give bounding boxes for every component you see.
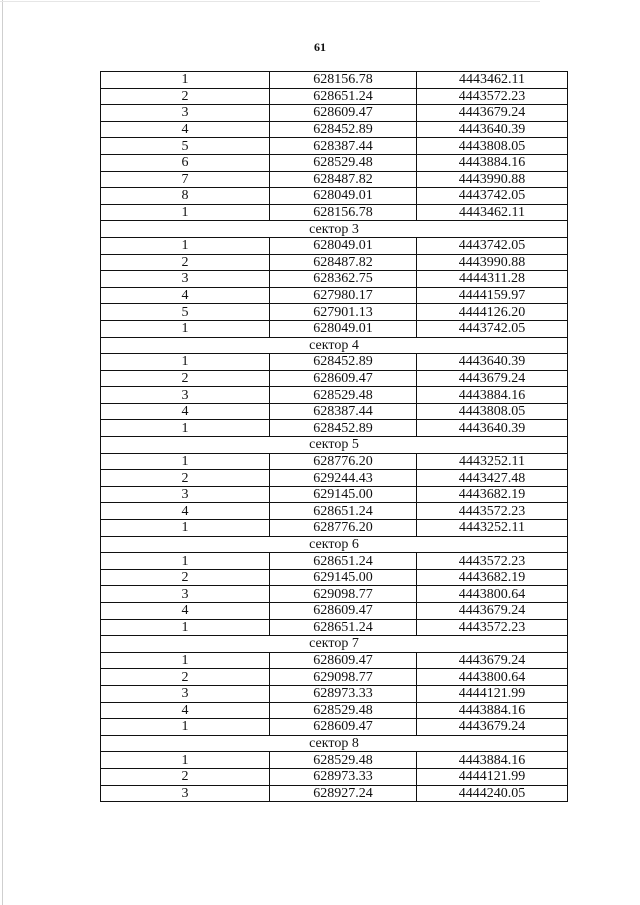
table-row xyxy=(101,88,568,105)
y-coordinate-cell: 4443800.64 xyxy=(417,669,568,686)
point-number-cell: 1 xyxy=(101,520,270,537)
y-coordinate-cell: 4443884.16 xyxy=(417,752,568,769)
y-coordinate-cell: 4443679.24 xyxy=(417,652,568,669)
y-coordinate-cell: 4443990.88 xyxy=(417,254,568,271)
x-coordinate-cell: 628609.47 xyxy=(270,370,417,387)
x-coordinate-cell: 628156.78 xyxy=(270,72,417,89)
y-coordinate-cell: 4443679.24 xyxy=(417,719,568,736)
x-coordinate-cell: 628487.82 xyxy=(270,254,417,271)
table-row xyxy=(101,586,568,603)
y-coordinate-cell: 4443252.11 xyxy=(417,453,568,470)
point-number-cell: 3 xyxy=(101,387,270,404)
y-coordinate-cell: 4443990.88 xyxy=(417,171,568,188)
section-title: сектор 6 xyxy=(101,536,568,553)
y-coordinate-cell: 4444240.05 xyxy=(417,785,568,802)
table-row xyxy=(101,470,568,487)
section-title: сектор 8 xyxy=(101,735,568,752)
table-row xyxy=(101,553,568,570)
x-coordinate-cell: 628609.47 xyxy=(270,719,417,736)
coordinates-table xyxy=(100,71,568,802)
y-coordinate-cell: 4443679.24 xyxy=(417,105,568,122)
table-row xyxy=(101,254,568,271)
y-coordinate-cell: 4443462.11 xyxy=(417,72,568,89)
table-row xyxy=(101,768,568,785)
table-row xyxy=(101,486,568,503)
point-number-cell: 4 xyxy=(101,403,270,420)
x-coordinate-cell: 628651.24 xyxy=(270,553,417,570)
x-coordinate-cell: 629145.00 xyxy=(270,569,417,586)
x-coordinate-cell: 628452.89 xyxy=(270,354,417,371)
table-row xyxy=(101,138,568,155)
x-coordinate-cell: 629244.43 xyxy=(270,470,417,487)
x-coordinate-cell: 629098.77 xyxy=(270,669,417,686)
point-number-cell: 2 xyxy=(101,370,270,387)
table-row xyxy=(101,121,568,138)
page-edge-left xyxy=(2,0,3,905)
y-coordinate-cell: 4443742.05 xyxy=(417,188,568,205)
table-row xyxy=(101,72,568,89)
x-coordinate-cell: 628609.47 xyxy=(270,603,417,620)
table-row xyxy=(101,453,568,470)
x-coordinate-cell: 628529.48 xyxy=(270,752,417,769)
table-row xyxy=(101,752,568,769)
point-number-cell: 8 xyxy=(101,188,270,205)
table-row xyxy=(101,785,568,802)
y-coordinate-cell: 4443679.24 xyxy=(417,603,568,620)
section-title: сектор 7 xyxy=(101,636,568,653)
x-coordinate-cell: 628362.75 xyxy=(270,271,417,288)
table-row xyxy=(101,320,568,337)
y-coordinate-cell: 4443640.39 xyxy=(417,420,568,437)
y-coordinate-cell: 4443682.19 xyxy=(417,486,568,503)
table-row xyxy=(101,403,568,420)
point-number-cell: 3 xyxy=(101,271,270,288)
point-number-cell: 1 xyxy=(101,453,270,470)
table-row xyxy=(101,569,568,586)
point-number-cell: 2 xyxy=(101,569,270,586)
table-row xyxy=(101,652,568,669)
y-coordinate-cell: 4443884.16 xyxy=(417,154,568,171)
x-coordinate-cell: 629145.00 xyxy=(270,486,417,503)
x-coordinate-cell: 628776.20 xyxy=(270,520,417,537)
x-coordinate-cell: 628487.82 xyxy=(270,171,417,188)
point-number-cell: 3 xyxy=(101,785,270,802)
y-coordinate-cell: 4444121.99 xyxy=(417,768,568,785)
y-coordinate-cell: 4443742.05 xyxy=(417,320,568,337)
point-number-cell: 4 xyxy=(101,287,270,304)
y-coordinate-cell: 4443640.39 xyxy=(417,121,568,138)
x-coordinate-cell: 629098.77 xyxy=(270,586,417,603)
y-coordinate-cell: 4444121.99 xyxy=(417,685,568,702)
point-number-cell: 4 xyxy=(101,121,270,138)
point-number-cell: 7 xyxy=(101,171,270,188)
table-row xyxy=(101,171,568,188)
point-number-cell: 5 xyxy=(101,138,270,155)
y-coordinate-cell: 4443682.19 xyxy=(417,569,568,586)
table-row xyxy=(101,287,568,304)
section-title: сектор 4 xyxy=(101,337,568,354)
section-header-row xyxy=(101,636,568,653)
page-number: 61 xyxy=(314,40,326,54)
x-coordinate-cell: 628529.48 xyxy=(270,387,417,404)
section-header-row xyxy=(101,337,568,354)
y-coordinate-cell: 4443572.23 xyxy=(417,88,568,105)
section-header-row xyxy=(101,735,568,752)
point-number-cell: 1 xyxy=(101,237,270,254)
table-row xyxy=(101,619,568,636)
x-coordinate-cell: 628049.01 xyxy=(270,320,417,337)
table-row xyxy=(101,370,568,387)
x-coordinate-cell: 628651.24 xyxy=(270,88,417,105)
x-coordinate-cell: 628049.01 xyxy=(270,188,417,205)
point-number-cell: 6 xyxy=(101,154,270,171)
x-coordinate-cell: 628651.24 xyxy=(270,619,417,636)
point-number-cell: 4 xyxy=(101,603,270,620)
table-row xyxy=(101,387,568,404)
x-coordinate-cell: 628452.89 xyxy=(270,121,417,138)
table-row xyxy=(101,304,568,321)
table-row xyxy=(101,503,568,520)
table-row xyxy=(101,188,568,205)
table-row xyxy=(101,237,568,254)
x-coordinate-cell: 628609.47 xyxy=(270,652,417,669)
y-coordinate-cell: 4443427.48 xyxy=(417,470,568,487)
table-row xyxy=(101,105,568,122)
section-header-row xyxy=(101,221,568,238)
point-number-cell: 2 xyxy=(101,254,270,271)
point-number-cell: 4 xyxy=(101,702,270,719)
table-row xyxy=(101,685,568,702)
y-coordinate-cell: 4444126.20 xyxy=(417,304,568,321)
section-title: сектор 5 xyxy=(101,437,568,454)
x-coordinate-cell: 628973.33 xyxy=(270,768,417,785)
point-number-cell: 2 xyxy=(101,470,270,487)
point-number-cell: 1 xyxy=(101,72,270,89)
y-coordinate-cell: 4444311.28 xyxy=(417,271,568,288)
point-number-cell: 3 xyxy=(101,105,270,122)
x-coordinate-cell: 628529.48 xyxy=(270,154,417,171)
x-coordinate-cell: 627901.13 xyxy=(270,304,417,321)
point-number-cell: 2 xyxy=(101,88,270,105)
point-number-cell: 2 xyxy=(101,768,270,785)
point-number-cell: 4 xyxy=(101,503,270,520)
x-coordinate-cell: 628049.01 xyxy=(270,237,417,254)
y-coordinate-cell: 4443572.23 xyxy=(417,503,568,520)
point-number-cell: 1 xyxy=(101,320,270,337)
point-number-cell: 5 xyxy=(101,304,270,321)
page-edge-top xyxy=(0,1,540,2)
y-coordinate-cell: 4443679.24 xyxy=(417,370,568,387)
y-coordinate-cell: 4443884.16 xyxy=(417,702,568,719)
table-row xyxy=(101,354,568,371)
y-coordinate-cell: 4443640.39 xyxy=(417,354,568,371)
x-coordinate-cell: 628156.78 xyxy=(270,204,417,221)
y-coordinate-cell: 4443462.11 xyxy=(417,204,568,221)
point-number-cell: 3 xyxy=(101,685,270,702)
point-number-cell: 3 xyxy=(101,486,270,503)
x-coordinate-cell: 628651.24 xyxy=(270,503,417,520)
point-number-cell: 1 xyxy=(101,204,270,221)
table-row xyxy=(101,520,568,537)
x-coordinate-cell: 628529.48 xyxy=(270,702,417,719)
x-coordinate-cell: 628387.44 xyxy=(270,403,417,420)
table-row xyxy=(101,719,568,736)
y-coordinate-cell: 4443252.11 xyxy=(417,520,568,537)
point-number-cell: 1 xyxy=(101,719,270,736)
table-row xyxy=(101,154,568,171)
table-row xyxy=(101,420,568,437)
point-number-cell: 1 xyxy=(101,619,270,636)
x-coordinate-cell: 628452.89 xyxy=(270,420,417,437)
y-coordinate-cell: 4443742.05 xyxy=(417,237,568,254)
point-number-cell: 3 xyxy=(101,586,270,603)
point-number-cell: 1 xyxy=(101,420,270,437)
section-header-row xyxy=(101,536,568,553)
table-row xyxy=(101,669,568,686)
y-coordinate-cell: 4443572.23 xyxy=(417,619,568,636)
y-coordinate-cell: 4443884.16 xyxy=(417,387,568,404)
x-coordinate-cell: 628387.44 xyxy=(270,138,417,155)
y-coordinate-cell: 4444159.97 xyxy=(417,287,568,304)
point-number-cell: 2 xyxy=(101,669,270,686)
y-coordinate-cell: 4443800.64 xyxy=(417,586,568,603)
x-coordinate-cell: 627980.17 xyxy=(270,287,417,304)
coordinates-table-body xyxy=(101,72,568,802)
y-coordinate-cell: 4443572.23 xyxy=(417,553,568,570)
point-number-cell: 1 xyxy=(101,553,270,570)
x-coordinate-cell: 628776.20 xyxy=(270,453,417,470)
table-row xyxy=(101,271,568,288)
table-row xyxy=(101,603,568,620)
y-coordinate-cell: 4443808.05 xyxy=(417,403,568,420)
x-coordinate-cell: 628609.47 xyxy=(270,105,417,122)
section-header-row xyxy=(101,437,568,454)
point-number-cell: 1 xyxy=(101,752,270,769)
table-row xyxy=(101,204,568,221)
y-coordinate-cell: 4443808.05 xyxy=(417,138,568,155)
x-coordinate-cell: 628927.24 xyxy=(270,785,417,802)
point-number-cell: 1 xyxy=(101,354,270,371)
point-number-cell: 1 xyxy=(101,652,270,669)
section-title: сектор 3 xyxy=(101,221,568,238)
table-row xyxy=(101,702,568,719)
x-coordinate-cell: 628973.33 xyxy=(270,685,417,702)
